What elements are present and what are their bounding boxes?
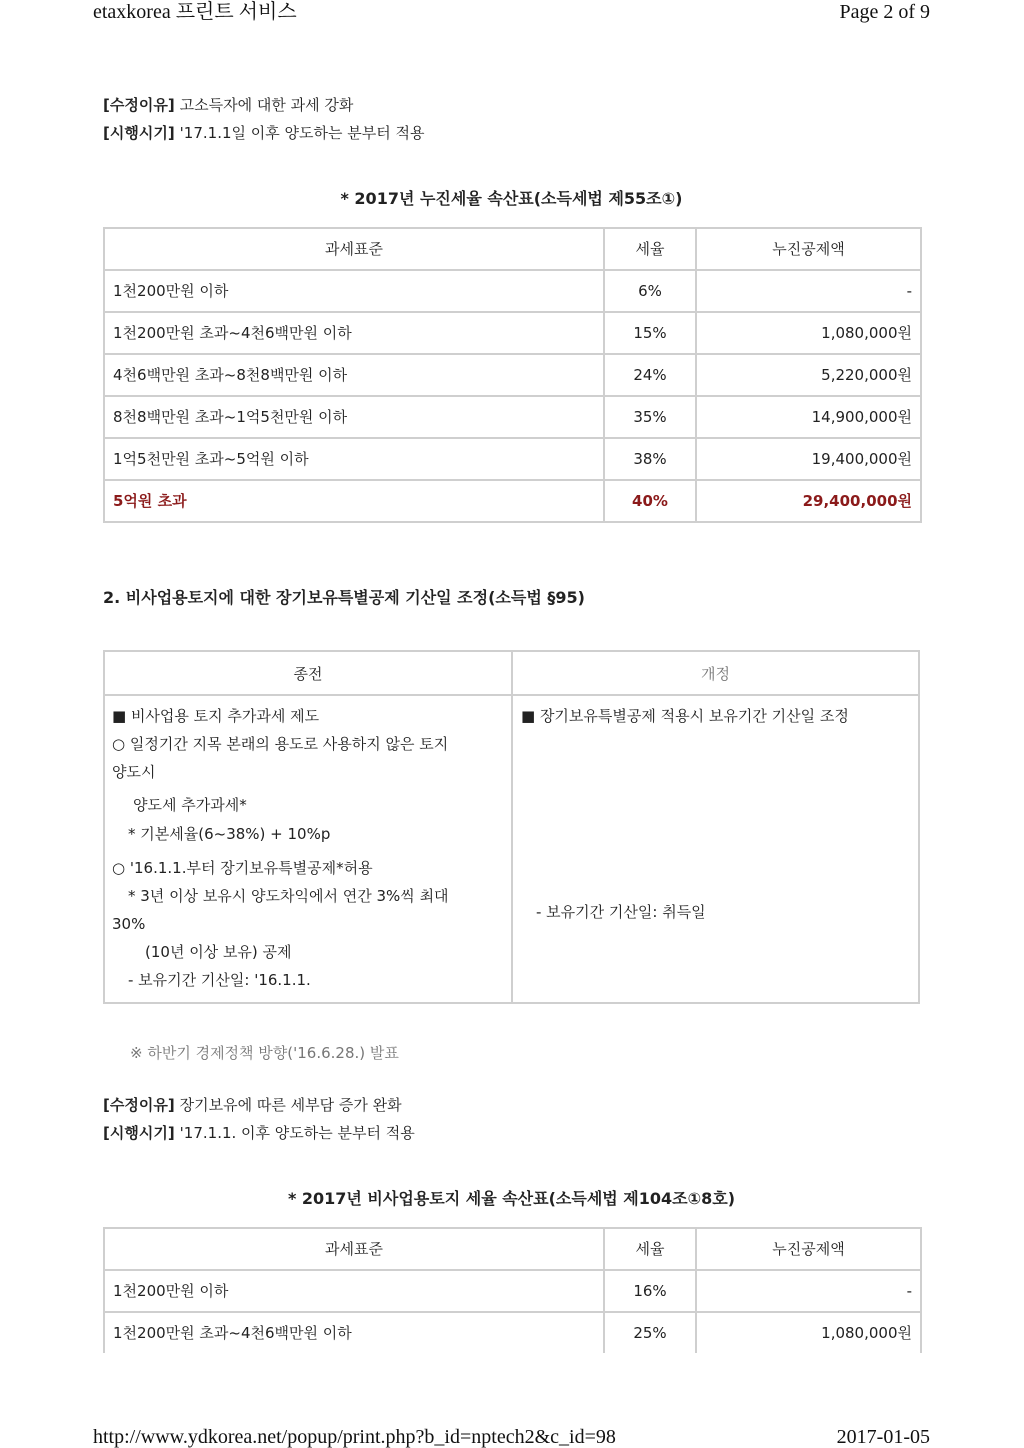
effective-date-label: [시행시기]	[103, 1124, 175, 1142]
column-header-tax-base: 과세표준	[104, 1228, 604, 1270]
revision-reason	[103, 95, 353, 115]
before-line: 양도세 추가과세*	[133, 796, 247, 814]
column-header-rate: 세율	[604, 228, 696, 270]
before-line: 양도시	[112, 763, 156, 781]
column-header-deduction: 누진공제액	[696, 228, 921, 270]
revision-reason	[103, 1095, 402, 1115]
effective-date-text: '17.1.1일 이후 양도하는 분부터 적용	[179, 124, 425, 142]
cell-deduction: -	[696, 270, 921, 312]
cell-deduction: 5,220,000원	[696, 354, 921, 396]
cell-deduction: 19,400,000원	[696, 438, 921, 480]
before-line: ■ 비사업용 토지 추가과세 제도	[112, 707, 320, 725]
cell-tax-base: 8천8백만원 초과~1억5천만원 이하	[104, 396, 604, 438]
effective-date	[103, 123, 424, 143]
cell-tax-base: 4천6백만원 초과~8천8백만원 이하	[104, 354, 604, 396]
comparison-column-divider	[511, 652, 513, 1002]
cell-deduction: 1,080,000원	[696, 312, 921, 354]
table-row	[104, 270, 921, 312]
before-line: ○ '16.1.1.부터 장기보유특별공제*허용	[112, 859, 373, 877]
column-header-rate: 세율	[604, 1228, 696, 1270]
before-line: 30%	[112, 915, 146, 933]
cell-tax-base: 5억원 초과	[104, 480, 604, 522]
section-heading: 2. 비사업용토지에 대한 장기보유특별공제 기산일 조정(소득법 §95)	[103, 588, 585, 607]
cell-tax-base: 1억5천만원 초과~5억원 이하	[104, 438, 604, 480]
revision-reason-text: 고소득자에 대한 과세 강화	[179, 96, 354, 114]
after-line: ■ 장기보유특별공제 적용시 보유기간 기산일 조정	[521, 707, 849, 725]
before-line: * 3년 이상 보유시 양도차익에서 연간 3%씩 최대	[128, 887, 449, 905]
non-business-land-tax-table	[103, 1227, 922, 1353]
non-business-land-tax-table-title: * 2017년 비사업용토지 세율 속산표(소득세법 제104조①8호)	[287, 1189, 736, 1208]
cell-rate: 38%	[604, 438, 696, 480]
cell-rate: 35%	[604, 396, 696, 438]
effective-date-label: [시행시기]	[103, 124, 175, 142]
cell-rate: 15%	[604, 312, 696, 354]
cell-rate: 16%	[604, 1270, 696, 1312]
cell-rate: 25%	[604, 1312, 696, 1353]
print-footer-url: http://www.ydkorea.net/popup/print.php?b_id=nptech2&c_id=98	[93, 1426, 616, 1448]
before-line: (10년 이상 보유) 공제	[145, 943, 292, 961]
after-line: - 보유기간 기산일: 취득일	[536, 903, 706, 921]
cell-tax-base: 1천200만원 이하	[104, 1270, 604, 1312]
column-header-tax-base: 과세표준	[104, 228, 604, 270]
policy-note: ※ 하반기 경제정책 방향('16.6.28.) 발표	[130, 1044, 399, 1062]
table-header-row	[104, 228, 921, 270]
table-row-highlighted	[104, 480, 921, 522]
column-header-deduction: 누진공제액	[696, 1228, 921, 1270]
effective-date	[103, 1123, 415, 1143]
cell-deduction: -	[696, 1270, 921, 1312]
cell-tax-base: 1천200만원 초과~4천6백만원 이하	[104, 1312, 604, 1353]
revision-reason-label: [수정이유]	[103, 96, 175, 114]
print-header-title: etaxkorea 프린트 서비스	[93, 1, 297, 23]
column-header-after: 개정	[701, 665, 730, 683]
table-row	[104, 1270, 921, 1312]
before-line: ○ 일정기간 지목 본래의 용도로 사용하지 않은 토지	[112, 735, 449, 753]
table-row	[104, 1312, 921, 1353]
table-row	[104, 438, 921, 480]
table-row	[104, 396, 921, 438]
cell-rate: 24%	[604, 354, 696, 396]
print-footer-date: 2017-01-05	[836, 1426, 930, 1448]
progressive-tax-table-title: * 2017년 누진세율 속산표(소득세법 제55조①)	[340, 189, 683, 208]
cell-rate: 40%	[604, 480, 696, 522]
revision-reason-text: 장기보유에 따른 세부담 증가 완화	[179, 1096, 402, 1114]
cell-deduction: 29,400,000원	[696, 480, 921, 522]
cell-rate: 6%	[604, 270, 696, 312]
cell-deduction: 14,900,000원	[696, 396, 921, 438]
cell-tax-base: 1천200만원 이하	[104, 270, 604, 312]
table-row	[104, 312, 921, 354]
before-line: - 보유기간 기산일: '16.1.1.	[128, 971, 311, 989]
table-header-row	[104, 1228, 921, 1270]
effective-date-text: '17.1.1. 이후 양도하는 분부터 적용	[179, 1124, 415, 1142]
column-header-before: 종전	[293, 665, 323, 683]
revision-reason-label: [수정이유]	[103, 1096, 175, 1114]
progressive-tax-table	[103, 227, 922, 523]
page-number: Page 2 of 9	[839, 1, 930, 23]
cell-deduction: 1,080,000원	[696, 1312, 921, 1353]
before-line: * 기본세율(6~38%) + 10%p	[128, 825, 331, 843]
table-row	[104, 354, 921, 396]
cell-tax-base: 1천200만원 초과~4천6백만원 이하	[104, 312, 604, 354]
